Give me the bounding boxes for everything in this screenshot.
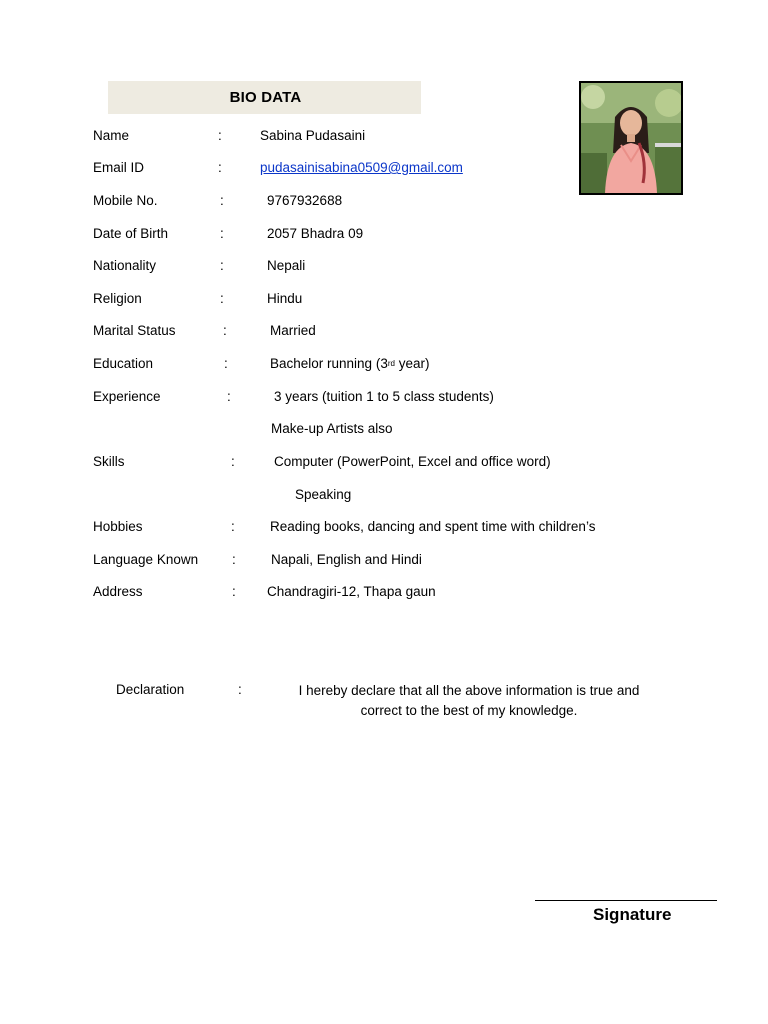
experience-value-line2: Make-up Artists also bbox=[271, 421, 393, 436]
name-value: Sabina Pudasaini bbox=[260, 128, 366, 143]
signature-label: Signature bbox=[593, 905, 672, 924]
address-value: Chandragiri-12, Thapa gaun bbox=[267, 584, 436, 599]
dob-value: 2057 Bhadra 09 bbox=[267, 226, 364, 241]
nationality-value: Nepali bbox=[267, 258, 306, 273]
marital-value: Married bbox=[270, 323, 316, 338]
address-colon: : bbox=[232, 584, 236, 599]
languages-value: Napali, English and Hindi bbox=[271, 552, 422, 567]
languages-label: Language Known bbox=[93, 552, 199, 567]
nationality-colon: : bbox=[220, 258, 224, 273]
education-value-suffix: year) bbox=[394, 356, 430, 371]
marital-label: Marital Status bbox=[93, 323, 176, 338]
religion-label: Religion bbox=[93, 291, 142, 306]
skills-colon: : bbox=[231, 454, 235, 469]
email-link[interactable]: pudasainisabina0509@gmail.com bbox=[260, 160, 463, 175]
languages-colon: : bbox=[232, 552, 236, 567]
mobile-value: 9767932688 bbox=[267, 193, 343, 208]
declaration-colon: : bbox=[238, 682, 242, 697]
experience-value: 3 years (tuition 1 to 5 class students) bbox=[274, 389, 494, 404]
mobile-label: Mobile No. bbox=[93, 193, 158, 208]
experience-colon: : bbox=[227, 389, 231, 404]
religion-colon: : bbox=[220, 291, 224, 306]
education-label: Education bbox=[93, 356, 154, 371]
nationality-label: Nationality bbox=[93, 258, 157, 273]
education-value-ordinal: rd bbox=[387, 359, 395, 368]
signature-line bbox=[535, 900, 717, 901]
email-label: Email ID bbox=[93, 160, 145, 175]
page-title: BIO DATA bbox=[229, 89, 302, 106]
experience-label: Experience bbox=[93, 389, 161, 404]
profile-photo bbox=[579, 81, 683, 195]
skills-value-line2: Speaking bbox=[295, 487, 352, 502]
skills-value: Computer (PowerPoint, Excel and office word) bbox=[274, 454, 551, 469]
marital-colon: : bbox=[223, 323, 227, 338]
hobbies-colon: : bbox=[231, 519, 235, 534]
dob-colon: : bbox=[220, 226, 224, 241]
address-label: Address bbox=[93, 584, 143, 599]
name-colon: : bbox=[218, 128, 222, 143]
dob-label: Date of Birth bbox=[93, 226, 169, 241]
religion-value: Hindu bbox=[267, 291, 303, 306]
name-label: Name bbox=[93, 128, 130, 143]
profile-photo-image bbox=[581, 83, 681, 193]
skills-label: Skills bbox=[93, 454, 125, 469]
email-colon: : bbox=[218, 160, 222, 175]
education-value bbox=[270, 356, 429, 372]
hobbies-value: Reading books, dancing and spent time with children’s bbox=[270, 519, 596, 534]
declaration-label: Declaration bbox=[116, 682, 185, 697]
declaration-text: I hereby declare that all the above information is true and correct to the best of my knowledge. bbox=[298, 683, 640, 718]
education-colon: : bbox=[224, 356, 228, 371]
title-banner bbox=[108, 81, 421, 114]
education-value-prefix: Bachelor running (3 bbox=[270, 356, 388, 371]
mobile-colon: : bbox=[220, 193, 224, 208]
hobbies-label: Hobbies bbox=[93, 519, 143, 534]
